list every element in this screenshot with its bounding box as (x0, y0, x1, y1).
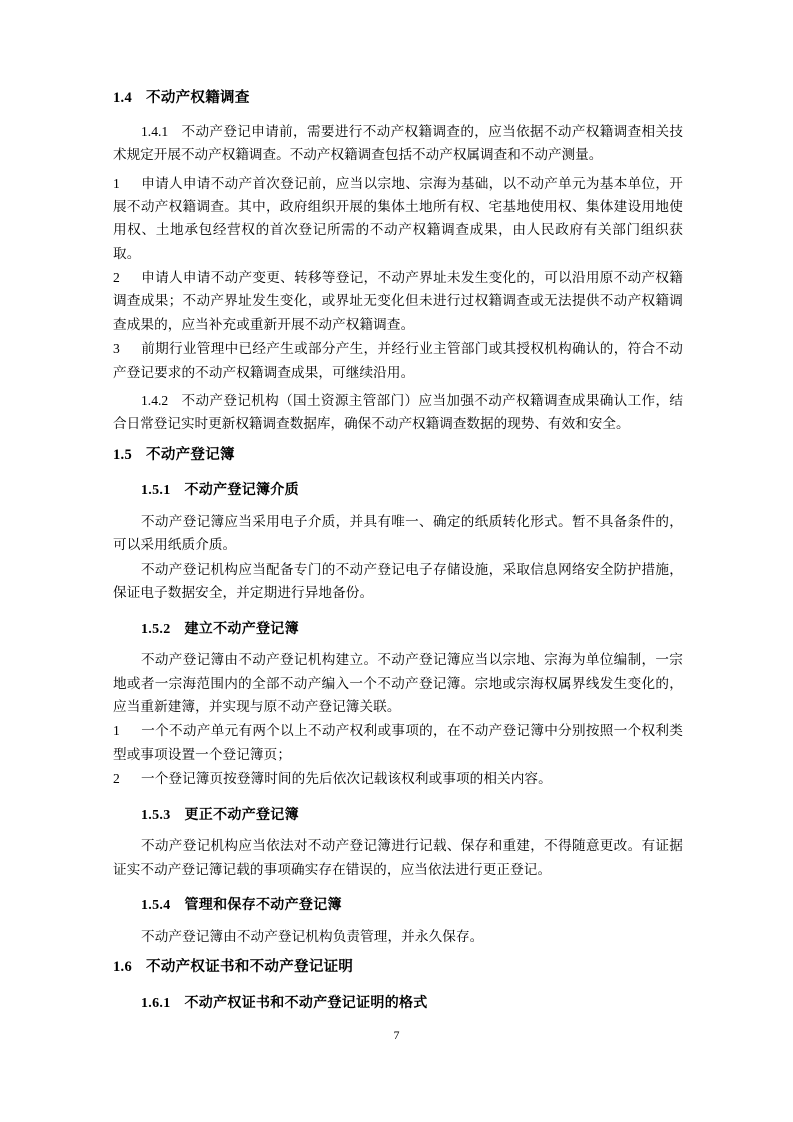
list-item-marker: 1 (113, 723, 120, 739)
heading-1-5-1 (113, 480, 683, 502)
heading-1-5 (113, 445, 683, 467)
heading-1-5-2-number: 1.5.2 (141, 621, 171, 637)
paragraph-1-4-2-number: 1.4.2 (141, 392, 169, 408)
heading-1-5-3 (113, 805, 683, 827)
heading-1-4-number: 1.4 (113, 90, 133, 106)
paragraph-1-4-1-text: 不动产登记申请前，需要进行不动产权籍调查的，应当依据不动产权籍调查相关技术规定开展不动产权籍调查。不动产权籍调查包括不动产权属调查和不动产测量。 (113, 123, 683, 163)
heading-1-4-title: 不动产权籍调查 (146, 90, 250, 106)
heading-1-6-title: 不动产权证书和不动产登记证明 (146, 959, 354, 975)
list-item-1-5-2-2 (113, 767, 683, 790)
list-item-marker: 2 (113, 270, 120, 285)
paragraph-1-4-2 (113, 389, 683, 436)
heading-1-6 (113, 957, 683, 979)
paragraph-1-4-1 (113, 120, 683, 167)
heading-1-5-4 (113, 895, 683, 917)
list-item-text: 前期行业管理中已经产生或部分产生，并经行业主管部门或其授权机构确认的，符合不动产登记要求的不动产权籍调查成果，可继续沿用。 (113, 341, 683, 380)
page-content (113, 88, 683, 1022)
page-number: 7 (393, 1028, 400, 1042)
heading-1-6-1-title: 不动产权证书和不动产登记证明的格式 (184, 995, 428, 1011)
heading-1-5-2-title: 建立不动产登记簿 (184, 621, 299, 637)
list-item-text: 一个不动产单元有两个以上不动产权利或事项的，在不动产登记簿中分别按照一个权利类型或事项设置一个登记簿页； (113, 723, 683, 762)
paragraph-1-5-1-2: 不动产登记机构应当配备专门的不动产登记电子存储设施，采取信息网络安全防护措施，保证电子数据安全，并定期进行异地备份。 (113, 561, 683, 601)
paragraph-1-5-1-1: 不动产登记簿应当采用电子介质，并具有唯一、确定的纸质转化形式。暂不具备条件的，可以采用纸质介质。 (113, 514, 683, 553)
heading-1-6-1 (113, 993, 683, 1015)
heading-1-5-title: 不动产登记簿 (146, 446, 235, 463)
paragraph-1-4-2-text: 不动产登记机构（国土资源主管部门）应当加强不动产权籍调查成果确认工作，结合日常登记实时更新权籍调查数据库，确保不动产权籍调查数据的现势、有效和安全。 (113, 392, 683, 432)
list-item-1-4-1-3 (113, 337, 683, 384)
paragraph-1-5-3-1: 不动产登记机构应当依法对不动产登记簿进行记载、保存和重建，不得随意更改。有证据证实不动产登记簿记载的事项确实存在错误的，应当依法进行更正登记。 (113, 838, 683, 877)
list-item-marker: 1 (113, 175, 120, 191)
paragraph-1-5-4-1: 不动产登记簿由不动产登记机构负责管理，并永久保存。 (141, 928, 484, 944)
list-item-text: 一个登记簿页按登簿时间的先后依次记载该权利或事项的相关内容。 (141, 771, 552, 787)
list-item-1-4-1-2 (113, 266, 683, 336)
list-item-marker: 3 (113, 341, 120, 357)
heading-1-6-1-number: 1.6.1 (141, 995, 171, 1011)
heading-1-5-1-title: 不动产登记簿介质 (184, 483, 299, 499)
list-item-1-5-2-1 (113, 719, 683, 766)
list-item-text: 申请人申请不动产变更、转移等登记，不动产界址未发生变化的，可以沿用原不动产权籍调查成果；不动产界址发生变化，或界址无变化但未进行过权籍调查或无法提供不动产权籍调查成果的，应当补充或重新开展不动产权籍调查。 (113, 270, 683, 332)
heading-1-5-3-title: 更正不动产登记簿 (184, 807, 299, 823)
heading-1-5-1-number: 1.5.1 (141, 483, 171, 499)
paragraph-1-4-1-number: 1.4.1 (141, 123, 169, 139)
heading-1-5-2 (113, 619, 683, 641)
heading-1-4 (113, 88, 683, 110)
list-item-text: 申请人申请不动产首次登记前，应当以宗地、宗海为基础，以不动产单元为基本单位，开展不动产权籍调查。其中，政府组织开展的集体土地所有权、宅基地使用权、集体建设用地使用权、土地承包经营权的首次登记所需的不动产权籍调查成果，由人民政府有关部门组织获取。 (113, 175, 683, 261)
list-item-marker: 2 (113, 771, 120, 787)
list-item-1-4-1-1 (113, 172, 683, 266)
heading-1-5-number: 1.5 (113, 446, 133, 463)
paragraph-1-5-2-1: 不动产登记簿由不动产登记机构建立。不动产登记簿应当以宗地、宗海为单位编制，一宗地或者一宗海范围内的全部不动产编入一个不动产登记簿。宗地或宗海权属界线发生变化的，应当重新建簿，并实现与原不动产登记簿关联。 (113, 652, 683, 714)
heading-1-5-4-number: 1.5.4 (141, 897, 171, 913)
heading-1-6-number: 1.6 (113, 959, 133, 975)
heading-1-5-3-number: 1.5.3 (141, 807, 171, 823)
heading-1-5-4-title: 管理和保存不动产登记簿 (184, 897, 342, 913)
